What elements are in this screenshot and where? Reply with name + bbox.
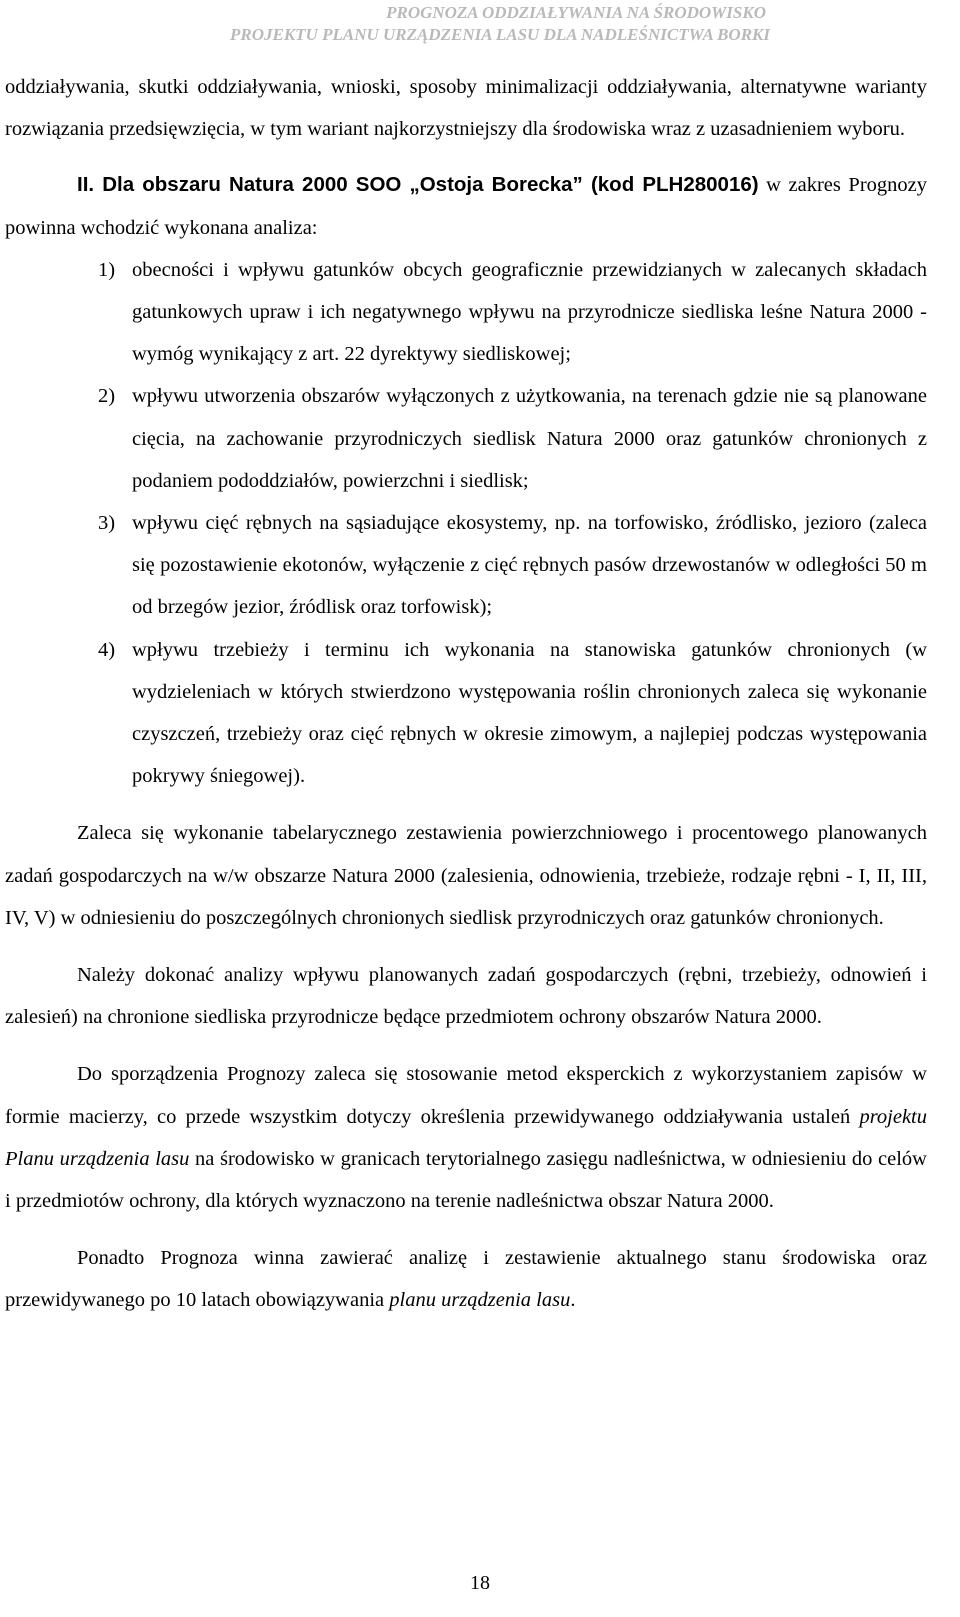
list-item xyxy=(5,375,927,502)
header-line-1: PROGNOZA ODDZIAŁYWANIA NA ŚRODOWISKO xyxy=(386,3,766,22)
list-item-number: 4) xyxy=(98,638,116,661)
summary-text-2: . xyxy=(570,1289,576,1312)
section-ii-lead: II. Dla obszaru Natura 2000 SOO „Ostoja Borecka” (kod PLH280016) xyxy=(77,173,759,197)
summary-text-1: Ponadto Prognoza winna zawierać analizę i zestawienie aktualnego stanu środowiska oraz przewidywanego po 10 latach obowiązywania xyxy=(5,1247,927,1312)
summary-paragraph xyxy=(5,1237,927,1321)
methods-paragraph xyxy=(5,1053,927,1222)
list-item-number: 3) xyxy=(98,512,116,535)
list-item xyxy=(5,502,927,629)
header-line-2: PROJEKTU PLANU URZĄDZENIA LASU DLA NADLEŚNICTWA BORKI xyxy=(230,25,770,44)
list-item-text: wpływu utworzenia obszarów wyłączonych z użytkowania, na terenach gdzie nie są planowane cięcia, na zachowanie przyrodniczych siedlisk Natura 2000 oraz gatunków chronionych z podaniem pododdziałów, powierzchni i siedlisk; xyxy=(132,385,927,492)
methods-text-2: na środowisko w granicach terytorialnego zasięgu nadleśnictwa, w odniesieniu do celów i przedmiotów ochrony, dla których wyznaczono na terenie nadleśnictwa obszar Natura 2000. xyxy=(5,1147,927,1213)
list-item-number: 2) xyxy=(98,385,116,408)
list-item-number: 1) xyxy=(98,258,116,281)
intro-paragraph: oddziaływania, skutki oddziaływania, wnioski, sposoby minimalizacji oddziaływania, alternatywne warianty rozwiązania przedsięwzięcia, w tym wariant najkorzystniejszy dla środowiska wraz z uzasadnieniem wyboru. xyxy=(5,76,927,141)
list-item-text: wpływu cięć rębnych na sąsiadujące ekosystemy, np. na torfowisko, źródlisko, jezioro (zaleca się pozostawienie ekotonów, wyłączenie z cięć rębnych pasów drzewostanów w odległości 50 m od brzegów jezior, źródlisk oraz torfowisk); xyxy=(132,512,927,619)
list-item-text: obecności i wpływu gatunków obcych geograficznie przewidzianych w zalecanych składach gatunkowych upraw i ich negatywnego wpływu na przyrodnicze siedliska leśne Natura 2000 - wymóg wynikający z art. 22 dyrektywy siedliskowej; xyxy=(132,258,927,366)
document-body xyxy=(5,66,927,1322)
methods-italic: projektu Planu urządzenia lasu xyxy=(5,1105,927,1170)
list-item-text: wpływu trzebieży i terminu ich wykonania na stanowiska gatunków chronionych (w wydzieleniach w których stwierdzono występowania roślin chronionych zaleca się wykonanie czyszczeń, trzebieży oraz cięć rębnych w okresie zimowym, a najlepiej podczas występowania pokrywy śniegowej). xyxy=(132,638,927,788)
list-item xyxy=(5,629,927,798)
tabular-summary-paragraph: Zaleca się wykonanie tabelarycznego zestawienia powierzchniowego i procentowego planowanych zadań gospodarczych na w/w obszarze Natura 2000 (zalesienia, odnowienia, trzebieże, rodzaje rębni - I, II, III, IV, V) w odniesieniu do poszczególnych chronionych siedlisk przyrodniczych oraz gatunków chronionych. xyxy=(5,822,927,929)
impact-analysis-paragraph: Należy dokonać analizy wpływu planowanych zadań gospodarczych (rębni, trzebieży, odnowień i zalesień) na chronione siedliska przyrodnicze będące przedmiotem ochrony obszarów Natura 2000. xyxy=(5,964,927,1029)
page-number: 18 xyxy=(470,1572,490,1594)
analysis-list xyxy=(5,249,927,798)
list-item xyxy=(5,249,927,376)
section-ii-rest: w zakres Prognozy powinna wchodzić wykonana analiza: xyxy=(5,174,928,239)
summary-italic: planu urządzenia lasu xyxy=(389,1289,571,1312)
section-ii-paragraph xyxy=(5,164,927,248)
document-header xyxy=(0,0,960,46)
methods-text-1: Do sporządzenia Prognozy zaleca się stosowanie metod eksperckich z wykorzystaniem zapisów w formie macierzy, co przede wszystkim dotyczy określenia przewidywanego oddziaływania ustaleń xyxy=(5,1063,927,1128)
